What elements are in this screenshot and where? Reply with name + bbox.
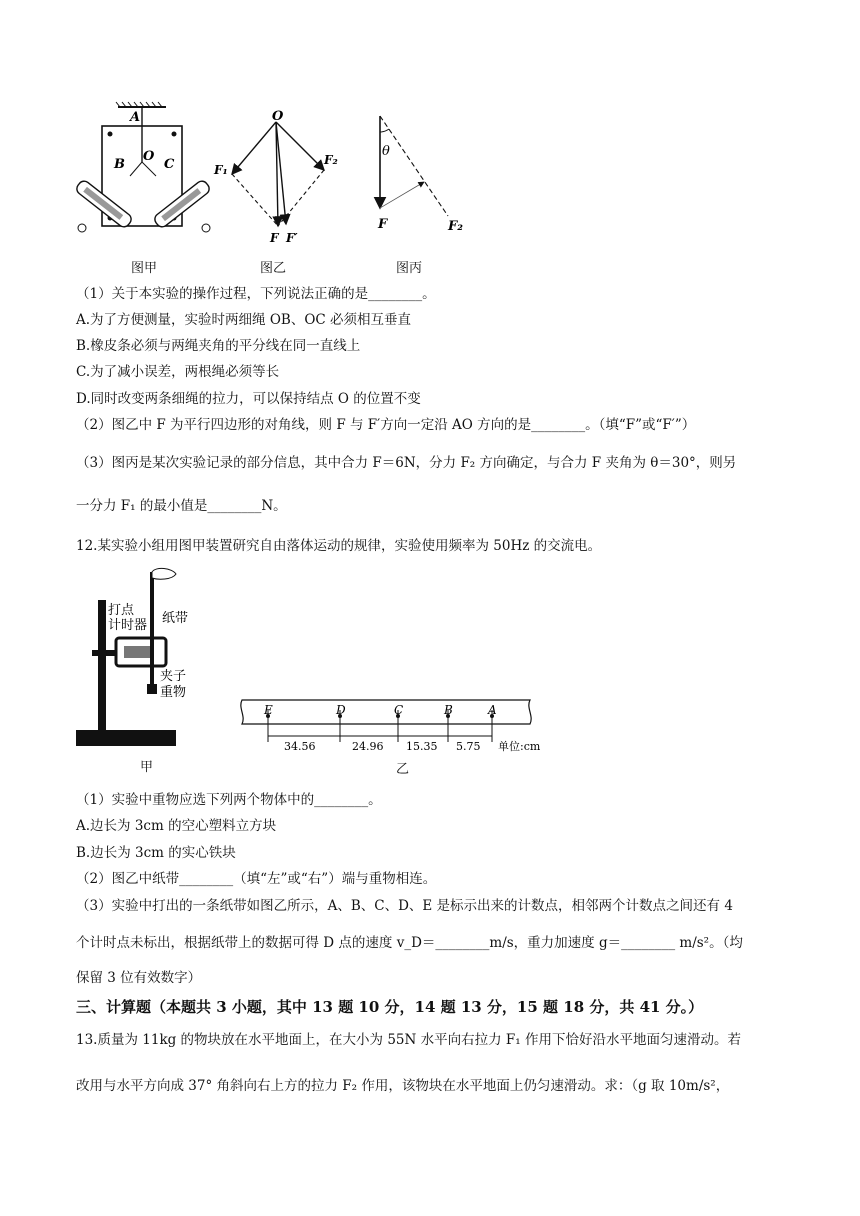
label-clip: 夹子 (160, 669, 187, 684)
q12-part3-line2: 个计时点未标出，根据纸带上的数据可得 D 点的速度 v_D＝________m/s，重力加速度 g＝________ m/s²。（均 (76, 935, 743, 951)
distance-ed: 34.56 (284, 740, 316, 753)
figure-drop-apparatus (72, 566, 212, 756)
caption-tape: 乙 (396, 762, 410, 777)
q12-part3-line3: 保留 3 位有效数字） (76, 970, 202, 986)
q13-line1: 13.质量为 11kg 的物块放在水平地面上，在大小为 55N 水平向右拉力 F₁ 作用下恰好沿水平地面匀速滑动。若 (76, 1032, 741, 1048)
figure-paper-tape (236, 694, 556, 758)
q12-intro: 12.某实验小组用图甲装置研究自由落体运动的规律，实验使用频率为 50Hz 的交流电。 (76, 538, 602, 554)
point-e: E (264, 703, 273, 717)
label-weight: 重物 (160, 685, 187, 700)
caption-fig-c: 图丙 (396, 261, 423, 276)
distance-ba: 5.75 (456, 740, 481, 753)
q11-part3-line1: （3）图丙是某次实验记录的部分信息，其中合力 F＝6N，分力 F₂ 方向确定，与合力 F 夹角为 θ＝30°，则另 (76, 455, 737, 471)
caption-fig-a: 图甲 (131, 261, 158, 276)
figure-parallelogram (212, 108, 352, 248)
distance-dc: 24.96 (352, 740, 384, 753)
q13-line2: 改用与水平方向成 37° 角斜向右上方的拉力 F₂ 作用，该物块在水平地面上仍匀速滑动。求：（g 取 10m/s²， (76, 1078, 730, 1094)
point-b: B (444, 703, 453, 717)
q11-option-b: B.橡皮条必须与两绳夹角的平分线在同一直线上 (76, 338, 361, 354)
label-tape: 纸带 (162, 611, 189, 626)
point-a: A (488, 703, 497, 717)
q11-option-d: D.同时改变两条细绳的拉力，可以保持结点 O 的位置不变 (76, 391, 421, 407)
q12-part3-line1: （3）实验中打出的一条纸带如图乙所示，A、B、C、D、E 是标示出来的计数点，相邻两个计数点之间还有 4 (76, 898, 733, 914)
q12-part1: （1）实验中重物应选下列两个物体中的________。 (76, 792, 382, 808)
label-f-c: F (378, 217, 388, 232)
q12-option-b: B.边长为 3cm 的实心铁块 (76, 845, 236, 861)
figure-force-board (74, 100, 214, 242)
caption-fig-b: 图乙 (260, 261, 287, 276)
caption-apparatus: 甲 (140, 760, 154, 775)
label-o2: O (272, 109, 284, 124)
q11-option-a: A.为了方便测量，实验时两细绳 OB、OC 必须相互垂直 (76, 312, 412, 328)
label-f2: F₂ (324, 153, 338, 167)
label-f2-c: F₂ (448, 219, 463, 234)
q12-part2: （2）图乙中纸带________（填“左”或“右”）端与重物相连。 (76, 871, 437, 887)
section-heading: 三、计算题（本题共 3 小题，其中 13 题 10 分，14 题 13 分，15 题 18 分，共 41 分。） (76, 998, 704, 1016)
unit-label: 单位:cm (498, 740, 541, 753)
figure-angle (366, 110, 476, 240)
distance-cb: 15.35 (406, 740, 438, 753)
q11-part1: （1）关于本实验的操作过程，下列说法正确的是________。 (76, 286, 436, 302)
label-c: C (164, 157, 175, 172)
label-f: F (270, 231, 279, 245)
label-fprime: F′ (286, 231, 298, 245)
label-o: O (143, 149, 155, 164)
point-c: C (394, 703, 404, 717)
label-theta: θ (382, 144, 390, 159)
q11-option-c: C.为了减小误差，两根绳必须等长 (76, 364, 280, 380)
q11-part2: （2）图乙中 F 为平行四边形的对角线，则 F 与 F′方向一定沿 AO 方向的是________。（填“F”或“F′”） (76, 417, 696, 433)
label-timer-1: 打点 (108, 603, 135, 618)
label-timer-2: 计时器 (108, 618, 148, 633)
label-f1: F₁ (214, 163, 228, 177)
point-d: D (336, 703, 346, 717)
label-a: A (130, 110, 141, 125)
q11-part3-line2: 一分力 F₁ 的最小值是________N。 (76, 498, 287, 514)
label-b: B (114, 157, 125, 172)
q12-option-a: A.边长为 3cm 的空心塑料立方块 (76, 818, 277, 834)
